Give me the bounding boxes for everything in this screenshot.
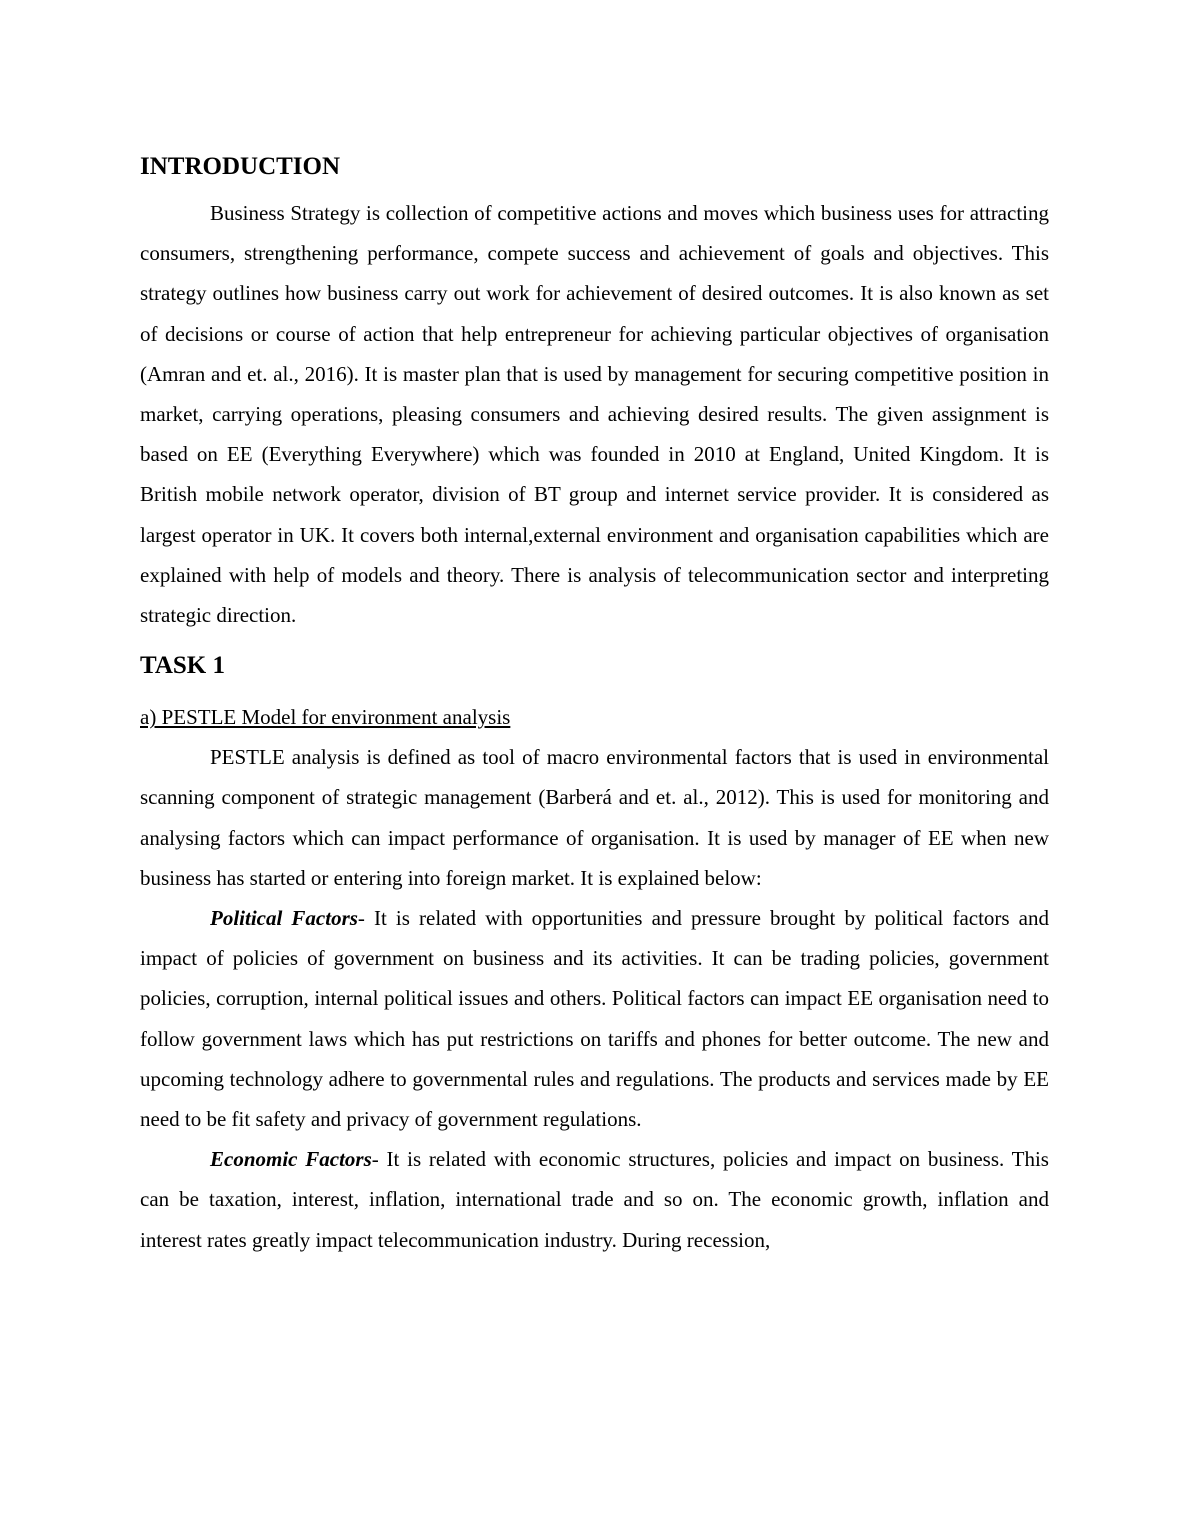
political-factors-paragraph — [140, 898, 1049, 1139]
economic-factors-term: Economic Factors — [210, 1147, 372, 1172]
political-factors-text: - It is related with opportunities and pressure brought by political factors and impact of policies of government on business and its activities. It can be trading policies, government policies, corruption, internal political issues and others. Political factors can impact EE organisation need to follow government laws which has put restrictions on tariffs and phones for better outcome. The new and upcoming technology adhere to governmental rules and regulations. The products and services made by EE need to be fit safety and privacy of government regulations. — [140, 906, 1049, 1132]
pestle-subheading: a) PESTLE Model for environment analysis — [140, 705, 511, 730]
task1-heading: TASK 1 — [140, 652, 225, 680]
introduction-paragraph: Business Strategy is collection of competitive actions and moves which business uses for attracting consumers, strengthening performance, compete success and achievement of goals and objectives. This strategy outlines how business carry out work for achievement of desired outcomes. It is also known as set of decisions or course of action that help entrepreneur for achieving particular objectives of organisation (Amran and et. al., 2016). It is master plan that is used by management for securing competitive position in market, carrying operations, pleasing consumers and achieving desired results. The given assignment is based on EE (Everything Everywhere) which was founded in 2010 at England, United Kingdom. It is British mobile network operator, division of BT group and internet service provider. It is considered as largest operator in UK. It covers both internal,external environment and organisation capabilities which are explained with help of models and theory. There is analysis of telecommunication sector and interpreting strategic direction. — [140, 201, 1049, 628]
introduction-heading: INTRODUCTION — [140, 153, 341, 180]
pestle-intro-paragraph: PESTLE analysis is defined as tool of macro environmental factors that is used in environmental scanning component of strategic management (Barberá and et. al., 2012). This is used for monitoring and analysing factors which can impact performance of organisation. It is used by manager of EE when new business has started or entering into foreign market. It is explained below: — [140, 745, 1049, 890]
economic-factors-text: - It is related with economic structures, policies and impact on business. This can be taxation, interest, inflation, international trade and so on. The economic growth, inflation and interest rates greatly impact telecommunication industry. During recession, — [140, 1147, 1049, 1252]
political-factors-term: Political Factors — [210, 906, 358, 931]
document-page — [140, 150, 1049, 1260]
economic-factors-paragraph — [140, 1139, 1049, 1260]
